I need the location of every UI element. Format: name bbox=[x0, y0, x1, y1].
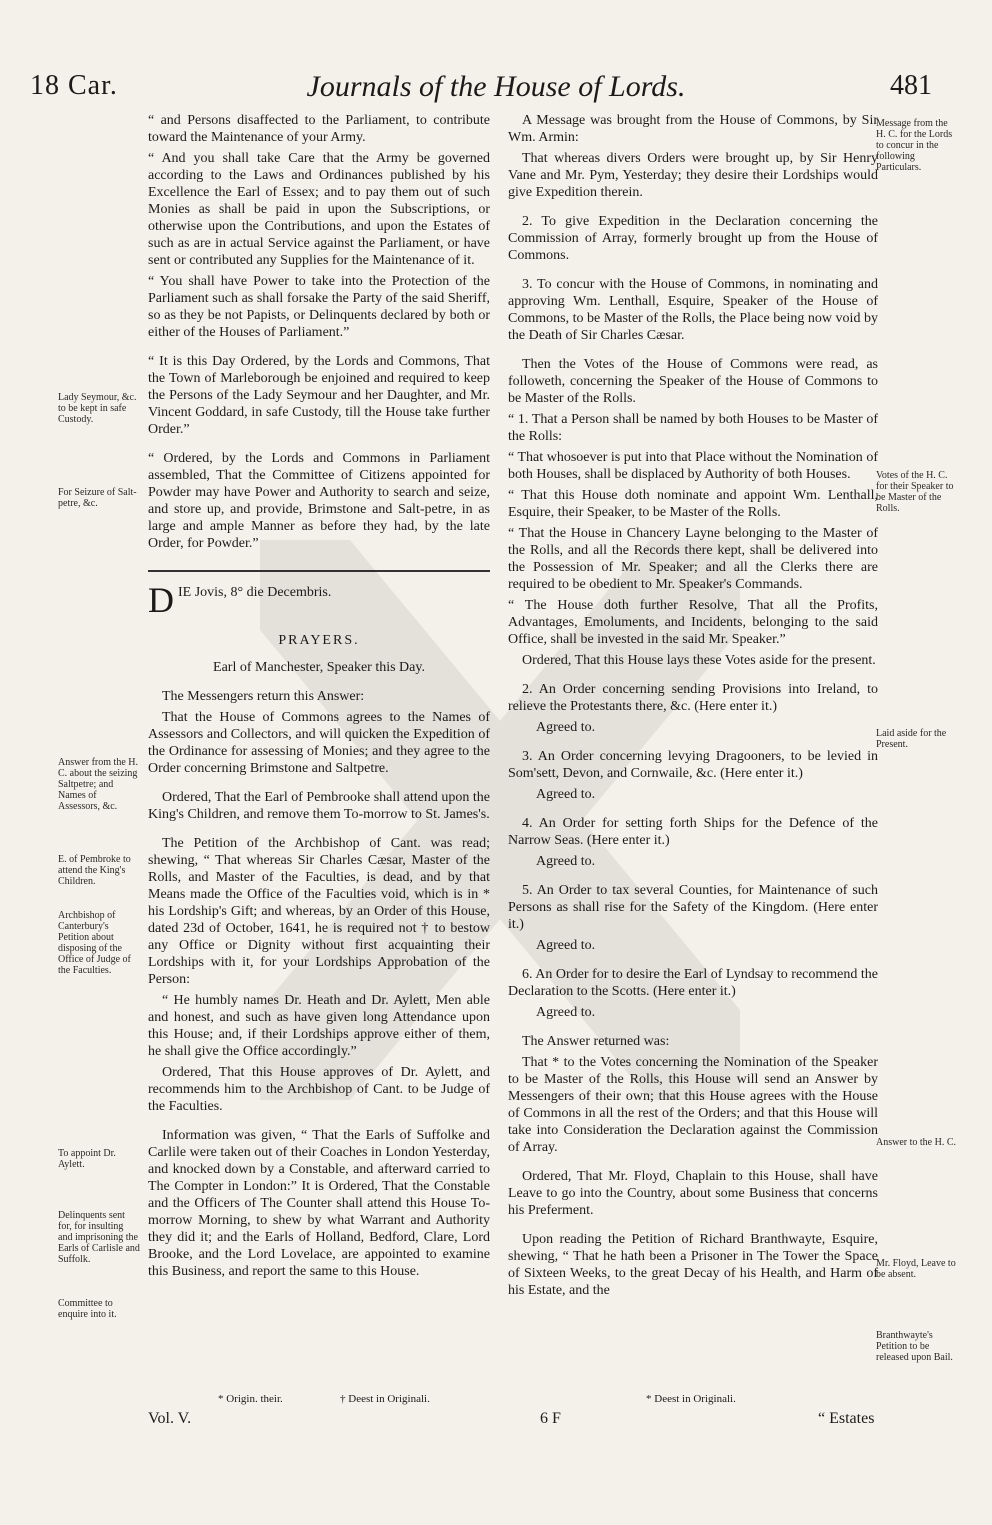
margin-note-message: Message from the H. C. for the Lords to concur in the following Particulars. bbox=[876, 118, 953, 173]
paragraph: “ The House doth further Resolve, That all the Profits, Advantages, Emoluments, and Incidents, belonging to the said Office, shall be invested in the said Mr. Speaker.” bbox=[508, 598, 878, 647]
paragraph: A Message was brought from the House of Commons, by Sir Wm. Armin: bbox=[508, 113, 878, 145]
paragraph: Information was given, “ That the Earls of Suffolke and Carlile were taken out of their Coaches in London Yesterday, and knocked down by a Constable, and afterward carried to The Compter in London:” It is Ordered, That the Constable and the Officers of The Counter shall attend this House To-morrow Morning, to shew by what Warrant and Authority they did it; and the Earls of Holland, Bedford, Clare, Lord Brooke, and the Lord Lovelace, are appointed to examine this Business, and report the same to this House. bbox=[148, 1128, 490, 1279]
paragraph: Ordered, That this House lays these Votes aside for the present. bbox=[522, 653, 876, 668]
paragraph: The Petition of the Archbishop of Cant. was read; shewing, “ That whereas Sir Charles Cæsar, Master of the Rolls, and Master of the Faculties, is dead, and by that Means made the Office of the Faculties void, which is in * his Lordship's Gift; and whereas, by an Order of this House, dated 23d of October, 1641, he is required not † to bestow any Office or Dignity without first acquainting their Lordships with it, for your Lordships Approbation of the Person: bbox=[148, 836, 490, 987]
paragraph: “ He humbly names Dr. Heath and Dr. Aylett, Men able and honest, and such as have given long Attendance upon this House; and, if their Lordships approve either of them, he shall give the Office accordingly.” bbox=[148, 993, 490, 1059]
agreed-line: Agreed to. bbox=[536, 854, 596, 869]
signature-mark: 6 F bbox=[540, 1410, 561, 1427]
page-header bbox=[0, 70, 992, 110]
paragraph: “ That this House doth nominate and appoint Wm. Lenthall, Esquire, their Speaker, to be Master of the Rolls. bbox=[508, 488, 878, 520]
paragraph: That * to the Votes concerning the Nomination of the Speaker to be Master of the Rolls, this House will send an Answer by Messengers of their own; that this House agrees with the House of Commons in all the rest of the Orders; and that this House will take into Consideration the Declaration against the Commission of Array. bbox=[508, 1055, 878, 1155]
margin-note-archbishop: Archbishop of Canterbury's Petition about disposing of the Office of Judge of the Faculties. bbox=[58, 910, 131, 976]
date-line: IE Jovis, 8° die Decembris. bbox=[178, 585, 332, 600]
paragraph: That the House of Commons agrees to the Names of Assessors and Collectors, and will quicken the Expedition of the Ordinance for assessing of Monies; and they agree to the Order concerning Brimstone and Saltpetre. bbox=[148, 710, 490, 776]
paragraph: Then the Votes of the House of Commons were read, as followeth, concerning the Speaker of the House of Commons to be Master of the Rolls. bbox=[508, 357, 878, 406]
paragraph: “ That whosoever is put into that Place without the Nomination of both Houses, shall be displaced by Authority of both Houses. bbox=[508, 450, 878, 482]
margin-note-answer: Answer to the H. C. bbox=[876, 1137, 956, 1148]
speaker-line: Earl of Manchester, Speaker this Day. bbox=[213, 660, 425, 675]
volume-label: Vol. V. bbox=[148, 1410, 192, 1427]
paragraph: 2. An Order concerning sending Provisions into Ireland, to relieve the Protestants there, &c. (Here enter it.) bbox=[508, 682, 878, 714]
right-column bbox=[508, 112, 878, 1311]
footnote: * Deest in Originali. bbox=[646, 1393, 736, 1405]
paragraph: Upon reading the Petition of Richard Branthwayte, Esquire, shewing, “ That he hath been a Prisoner in The Tower the Space of Sixteen Weeks, to the great Decay of his Health, and Harm of his Estate, and the bbox=[508, 1232, 878, 1298]
paragraph: “ It is this Day Ordered, by the Lords and Commons, That the Town of Marleborough be enjoined and required to keep the Persons of the Lady Seymour and her Daughter, and Mr. Vincent Goddard, in safe Custody, till the House take further Order.” bbox=[148, 354, 490, 437]
paragraph: Ordered, That this House approves of Dr. Aylett, and recommends him to the Archbishop of Cant. to be Judge of the Faculties. bbox=[148, 1065, 490, 1114]
page-number: 481 bbox=[890, 70, 932, 101]
margin-note-laid-aside: Laid aside for the Present. bbox=[876, 728, 947, 750]
paragraph: The Messengers return this Answer: bbox=[162, 689, 365, 704]
footnote: † Deest in Originali. bbox=[340, 1393, 430, 1405]
footnote: * Origin. their. bbox=[218, 1393, 283, 1405]
prayers-heading: PRAYERS. bbox=[278, 633, 360, 648]
agreed-line: Agreed to. bbox=[536, 787, 596, 802]
margin-note-saltpetre: For Seizure of Salt-petre, &c. bbox=[58, 487, 137, 509]
paragraph: “ Ordered, by the Lords and Commons in Parliament assembled, That the Committee of Citizens appointed for Powder may have Power and Authority to search and seize, and store up, and provide, Brimstone and Salt-petre, in as large and ample Manner as before they had, by the late Order, for Powder.” bbox=[148, 451, 490, 551]
margin-note-votes: Votes of the H. C. for their Speaker to be Master of the Rolls. bbox=[876, 470, 954, 514]
agreed-line: Agreed to. bbox=[536, 1005, 596, 1020]
date-heading bbox=[148, 584, 490, 616]
margin-note-aylett: To appoint Dr. Aylett. bbox=[58, 1148, 116, 1170]
paragraph: The Answer returned was: bbox=[522, 1034, 670, 1049]
margin-note-answer-hc: Answer from the H. C. about the seizing Saltpetre; and Names of Assessors, &c. bbox=[58, 757, 138, 812]
margin-note-branthwayte: Branthwayte's Petition to be released upon Bail. bbox=[876, 1330, 953, 1363]
paragraph: 5. An Order to tax several Counties, for Maintenance of such Persons as shall rise for the Safety of the Kingdom. (Here enter it.) bbox=[508, 883, 878, 932]
paragraph: 4. An Order for setting forth Ships for the Defence of the Narrow Seas. (Here enter it.) bbox=[508, 816, 878, 848]
paragraph: “ That the House in Chancery Layne belonging to the Master of the Rolls, and all the Records there kept, shall be delivered into the Possession of Mr. Speaker; and all the Clerks there are required to be obedient to Mr. Speaker's Commands. bbox=[508, 526, 878, 592]
agreed-line: Agreed to. bbox=[536, 720, 596, 735]
margin-note-lady-seymour: Lady Seymour, &c. to be kept in safe Custody. bbox=[58, 392, 137, 425]
paragraph: 6. An Order for to desire the Earl of Lyndsay to recommend the Declaration to the Scotts. (Here enter it.) bbox=[508, 967, 878, 999]
paragraph: “ 1. That a Person shall be named by both Houses to be Master of the Rolls: bbox=[508, 412, 878, 444]
regnal-year: 18 Car. bbox=[30, 70, 118, 101]
margin-note-floyd: Mr. Floyd, Leave to be absent. bbox=[876, 1258, 956, 1280]
paragraph: 3. To concur with the House of Commons, in nominating and approving Wm. Lenthall, Esquire, Speaker of the House of Commons, to be Master of the Rolls, the Place being now void by the Death of Sir Charles Cæsar. bbox=[508, 277, 878, 343]
left-column bbox=[148, 112, 490, 1292]
margin-note-pembroke: E. of Pembroke to attend the King's Children. bbox=[58, 854, 131, 887]
paragraph: Ordered, That the Earl of Pembrooke shall attend upon the King's Children, and remove them To-morrow to St. James's. bbox=[148, 790, 490, 822]
paragraph: 2. To give Expedition in the Declaration concerning the Commission of Array, formerly brought up from the House of Commons. bbox=[508, 214, 878, 263]
running-title: Journals of the House of Lords. bbox=[306, 70, 686, 103]
paragraph: “ And you shall take Care that the Army be governed according to the Laws and Ordinances published by his Excellence the Earl of Essex; and to pay them out of such Monies as shall be paid in upon the Subscriptions, or otherwise upon the Contributions, and upon the Estates of such as are in actual Service against the Parliament, or have sent or contributed any Supplies for the Maintenance of it. bbox=[148, 151, 490, 268]
margin-note-delinquents: Delinquents sent for, for insulting and imprisoning the Earls of Carlisle and Suffolk. bbox=[58, 1210, 140, 1265]
paragraph: 3. An Order concerning levying Dragooners, to be levied in Som'sett, Devon, and Cornwaile, &c. (Here enter it.) bbox=[508, 749, 878, 781]
paragraph: Ordered, That Mr. Floyd, Chaplain to this House, shall have Leave to go into the Country, about some Business that concerns his Preferment. bbox=[508, 1169, 878, 1218]
paragraph: “ You shall have Power to take into the Protection of the Parliament such as shall forsake the Party of the said Sheriff, so as they be not Papists, or Delinquents declared by both or either of the Houses of Parliament.” bbox=[148, 274, 490, 340]
paragraph: “ and Persons disaffected to the Parliament, to contribute toward the Maintenance of your Army. bbox=[148, 113, 490, 145]
margin-note-committee: Committee to enquire into it. bbox=[58, 1298, 117, 1320]
section-divider bbox=[148, 570, 490, 572]
paragraph: That whereas divers Orders were brought up, by Sir Henry Vane and Mr. Pym, Yesterday; they desire their Lordships would give Expedition therein. bbox=[508, 151, 878, 200]
catchword: “ Estates bbox=[818, 1410, 875, 1427]
drop-cap: D bbox=[148, 584, 174, 616]
agreed-line: Agreed to. bbox=[536, 938, 596, 953]
